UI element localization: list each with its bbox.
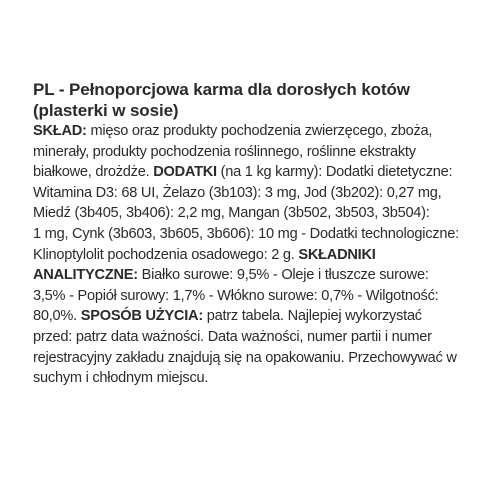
body-line-12: rejestracyjny zakładu znajdują się na opakowaniu. Przechowywać w: [33, 349, 457, 366]
body-line-10-text: patrz tabela. Najlepiej wykorzystać: [202, 308, 422, 325]
analytical-heading-part-2: ANALITYCZNE:: [33, 267, 138, 284]
body-line-7-pre: Klinoptylolit pochodzenia osadowego: 2 g.: [33, 246, 299, 263]
composition-heading: SKŁAD:: [33, 123, 87, 139]
body-line-10: [33, 306, 458, 327]
body-line-3-pre: białkowe, drożdże.: [33, 164, 154, 181]
body-line-7: [33, 245, 458, 266]
analytical-heading-part-1: SKŁADNIKI: [298, 246, 376, 263]
body-line-3: [33, 162, 458, 183]
body-line-1: [33, 121, 458, 142]
body-line-10-pre: 80,0%.: [33, 308, 81, 325]
ingredients-paragraph: [33, 121, 458, 389]
usage-heading: SPOSÓB UŻYCIA:: [80, 308, 203, 325]
body-line-4: Witamina D3: 68 UI, Żelazo (3b103): 3 mg, Jod (3b202): 0,27 mg,: [33, 184, 442, 201]
product-label-text: [33, 79, 458, 389]
body-line-11: przed: patrz data ważności. Data ważności, numer partii i numer: [33, 328, 432, 345]
body-line-1-text: mięso oraz produkty pochodzenia zwierzęcego, zboża,: [86, 123, 433, 139]
body-line-2: minerały, produkty pochodzenia roślinnego, roślinne ekstrakty: [33, 143, 416, 160]
additives-heading: DODATKI: [153, 164, 217, 181]
title-line-2: (plasterki w sosie): [33, 101, 179, 120]
body-line-8-text: Białko surowe: 9,5% - Oleje i tłuszcze surowe:: [137, 267, 429, 284]
body-line-9: 3,5% - Popiół surowy: 1,7% - Włókno surowe: 0,7% - Wilgotność:: [33, 287, 439, 304]
body-line-13: suchym i chłodnym miejscu.: [33, 370, 209, 387]
body-line-3-text: (na 1 kg karmy): Dodatki dietetyczne:: [216, 164, 453, 181]
product-title: [33, 79, 458, 121]
body-line-6: 1 mg, Cynk (3b603, 3b605, 3b606): 10 mg - Dodatki technologiczne:: [33, 225, 459, 242]
body-line-5: Miedź (3b405, 3b406): 2,2 mg, Mangan (3b502, 3b503, 3b504):: [33, 205, 430, 222]
title-line-1: PL - Pełnoporcjowa karma dla dorosłych kotów: [33, 80, 410, 99]
body-line-8: [33, 265, 458, 286]
